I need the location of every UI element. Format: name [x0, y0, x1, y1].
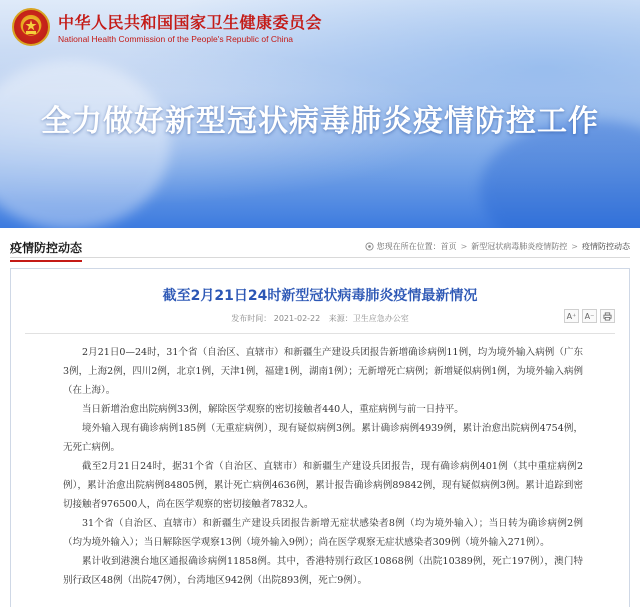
article-container	[10, 268, 630, 607]
banner-slogan: 全力做好新型冠状病毒肺炎疫情防控工作	[41, 104, 599, 139]
logo-text-block	[58, 10, 322, 44]
breadcrumb-covid-prevention[interactable]: 新型冠状病毒肺炎疫情防控	[471, 242, 568, 251]
section-bar	[10, 236, 630, 258]
breadcrumb-prefix: 您现在所在位置：	[376, 242, 441, 251]
article-paragraph: 累计收到港澳台地区通报确诊病例11858例。其中，香港特别行政区10868例（出院10389例，死亡197例），澳门特别行政区48例（出院47例），台湾地区942例（出院893例，死亡9例）。	[63, 556, 583, 586]
national-emblem-icon	[12, 8, 50, 46]
article-meta	[11, 313, 629, 324]
location-pin-icon	[365, 242, 374, 251]
breadcrumb	[365, 241, 630, 252]
article-paragraph: 31个省（自治区、直辖市）和新疆生产建设兵团报告新增无症状感染者8例（均为境外输入）；当日转为确诊病例2例（均为境外输入）；当日解除医学观察13例（境外输入9例）；尚在医学观察无症状感染者309例（境外输入271例）。	[63, 518, 583, 548]
print-button[interactable]	[600, 309, 615, 323]
printer-icon	[603, 312, 612, 321]
article-paragraph: 当日新增治愈出院病例33例，解除医学观察的密切接触者440人，重症病例与前一日持平。	[82, 404, 464, 415]
breadcrumb-home[interactable]: 首页	[440, 242, 457, 251]
publish-date: 发布时间： 2021-02-22	[231, 314, 321, 323]
article-paragraph: 境外输入现有确诊病例185例（无重症病例），现有疑似病例3例。累计确诊病例4939例，累计治愈出院病例4754例，无死亡病例。	[63, 423, 583, 453]
article-body	[63, 343, 583, 590]
breadcrumb-separator: >	[571, 242, 578, 251]
org-name-en: National Health Commission of the People's Republic of China	[58, 34, 294, 44]
org-name-cn: 中华人民共和国国家卫生健康委员会	[58, 13, 323, 32]
site-logo[interactable]	[12, 8, 322, 46]
site-header-banner	[0, 0, 640, 228]
banner-glow-left	[0, 60, 170, 228]
article-paragraph: 2月21日0—24时，31个省（自治区、直辖市）和新疆生产建设兵团报告新增确诊病例11例，均为境外输入病例（广东3例，上海2例，四川2例，北京1例，天津1例，福建1例，湖南1例）；无新增死亡病例；新增疑似病例1例，为境外输入病例（在上海）。	[63, 347, 583, 396]
article-tools	[561, 309, 615, 323]
breadcrumb-current[interactable]: 疫情防控动态	[582, 242, 630, 251]
article-title: 截至2月21日24时新型冠状病毒肺炎疫情最新情况	[162, 288, 478, 304]
title-divider	[25, 333, 615, 334]
article-paragraph: 截至2月21日24时，据31个省（自治区、直辖市）和新疆生产建设兵团报告，现有确诊病例401例（其中重症病例2例），累计治愈出院病例84805例，累计死亡病例4636例，累计报告确诊病例89842例，现有疑似病例3例。累计追踪到密切接触者976500人，尚在医学观察的密切接触者7832人。	[63, 461, 583, 510]
font-larger-button[interactable]: A⁺	[564, 309, 579, 323]
font-smaller-button[interactable]: A⁻	[582, 309, 597, 323]
article-source: 来源：卫生应急办公室	[328, 314, 409, 323]
breadcrumb-separator: >	[460, 242, 468, 251]
section-title[interactable]: 疫情防控动态	[10, 239, 82, 262]
